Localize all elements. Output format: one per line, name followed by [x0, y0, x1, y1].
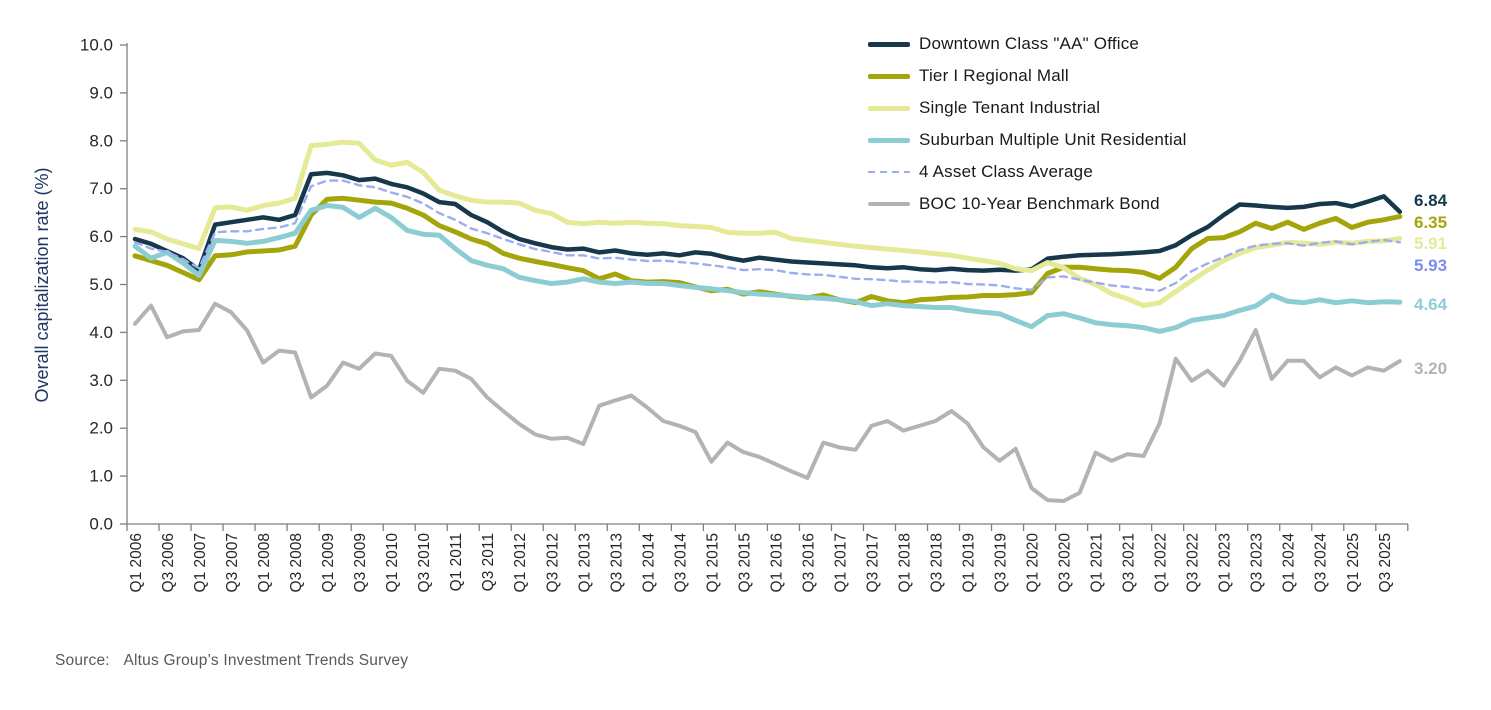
- x-tick-label: Q1 2020: [1024, 533, 1042, 593]
- x-tick-label: Q1 2013: [576, 533, 594, 593]
- legend-label: Tier I Regional Mall: [919, 66, 1069, 85]
- series-end-label: 5.91: [1414, 234, 1448, 253]
- series-end-label: 6.35: [1414, 213, 1448, 232]
- x-tick-label: Q1 2010: [384, 533, 402, 593]
- series-line: [135, 304, 1400, 501]
- x-tick-label: Q1 2012: [512, 533, 530, 593]
- x-tick-label: Q1 2011: [448, 533, 466, 592]
- legend-label: Downtown Class "AA" Office: [919, 34, 1140, 53]
- x-tick-label: Q1 2022: [1152, 533, 1170, 593]
- axes: [80, 36, 1408, 593]
- x-tick-label: Q3 2009: [352, 533, 370, 593]
- x-tick-label: Q1 2018: [896, 533, 914, 593]
- x-tick-label: Q1 2024: [1280, 533, 1298, 593]
- legend-label: 4 Asset Class Average: [919, 162, 1093, 181]
- legend-line-swatch: [868, 74, 910, 79]
- x-tick-label: Q3 2020: [1056, 533, 1074, 593]
- x-tick-label: Q3 2011: [480, 533, 498, 592]
- y-tick-label: 0.0: [89, 514, 113, 534]
- source-text: Altus Group’s Investment Trends Survey: [123, 652, 409, 669]
- x-tick-label: Q3 2010: [416, 533, 434, 593]
- chart-legend: [868, 28, 1187, 220]
- series-end-label: 3.20: [1414, 359, 1448, 378]
- x-tick-label: Q1 2017: [832, 533, 850, 593]
- x-tick-label: Q3 2022: [1184, 533, 1202, 593]
- series-line: [135, 173, 1400, 271]
- x-tick-label: Q3 2023: [1248, 533, 1266, 593]
- x-tick-label: Q3 2008: [288, 533, 306, 593]
- legend-dashed-line-swatch: [868, 171, 910, 174]
- source-prefix: Source:: [55, 652, 110, 669]
- legend-label: Suburban Multiple Unit Residential: [919, 130, 1187, 149]
- x-tick-label: Q3 2019: [992, 533, 1010, 593]
- legend-item: [868, 156, 1187, 188]
- y-tick-label: 10.0: [79, 35, 113, 55]
- x-tick-label: Q1 2007: [192, 533, 210, 593]
- series-end-label: 5.93: [1414, 256, 1448, 275]
- x-tick-label: Q3 2006: [160, 533, 178, 593]
- series-lines: [135, 142, 1400, 501]
- x-tick-label: Q3 2021: [1120, 533, 1138, 593]
- legend-line-swatch: [868, 106, 910, 111]
- x-tick-label: Q3 2025: [1376, 533, 1394, 593]
- x-tick-label: Q3 2018: [928, 533, 946, 593]
- y-tick-label: 8.0: [89, 131, 113, 151]
- y-tick-label: 2.0: [89, 418, 113, 438]
- x-tick-label: Q1 2014: [640, 533, 658, 593]
- x-tick-label: Q1 2009: [320, 533, 338, 593]
- x-tick-label: Q3 2007: [224, 533, 242, 593]
- x-tick-label: Q1 2015: [704, 533, 722, 593]
- series-line: [135, 198, 1400, 302]
- legend-label: Single Tenant Industrial: [919, 98, 1101, 117]
- x-tick-label: Q1 2016: [768, 533, 786, 593]
- x-tick-label: Q3 2013: [608, 533, 626, 593]
- legend-label: BOC 10-Year Benchmark Bond: [919, 194, 1160, 213]
- series-end-label: 6.84: [1414, 191, 1448, 210]
- legend-line-swatch: [868, 42, 910, 47]
- series-end-labels: [1414, 191, 1448, 378]
- series-line: [135, 181, 1400, 291]
- x-tick-label: Q3 2015: [736, 533, 754, 593]
- legend-line-swatch: [868, 202, 910, 206]
- legend-item: [868, 124, 1187, 156]
- y-axis-title: Overall capitalization rate (%): [32, 167, 52, 403]
- x-tick-label: Q1 2006: [128, 533, 145, 593]
- legend-item: [868, 188, 1187, 220]
- x-tick-label: Q3 2017: [864, 533, 882, 593]
- source-note: [55, 652, 408, 670]
- legend-line-swatch: [868, 138, 910, 143]
- legend-item: [868, 92, 1187, 124]
- series-end-label: 4.64: [1414, 295, 1448, 314]
- y-tick-label: 3.0: [89, 370, 113, 390]
- x-tick-label: Q1 2019: [960, 533, 978, 593]
- x-tick-label: Q3 2012: [544, 533, 562, 593]
- y-tick-label: 5.0: [89, 275, 113, 294]
- y-tick-label: 7.0: [89, 179, 113, 199]
- x-tick-label: Q1 2025: [1344, 533, 1362, 593]
- x-tick-label: Q3 2014: [672, 533, 690, 593]
- x-tick-label: Q1 2008: [256, 533, 274, 593]
- y-tick-label: 1.0: [89, 466, 113, 486]
- y-tick-label: 4.0: [89, 322, 113, 342]
- y-tick-label: 9.0: [89, 83, 113, 103]
- x-tick-label: Q1 2021: [1088, 533, 1106, 593]
- x-tick-label: Q3 2024: [1312, 533, 1330, 593]
- legend-item: [868, 60, 1187, 92]
- x-tick-label: Q3 2016: [800, 533, 818, 593]
- y-tick-label: 6.0: [89, 227, 113, 247]
- x-tick-label: Q1 2023: [1216, 533, 1234, 593]
- legend-item: [868, 28, 1187, 60]
